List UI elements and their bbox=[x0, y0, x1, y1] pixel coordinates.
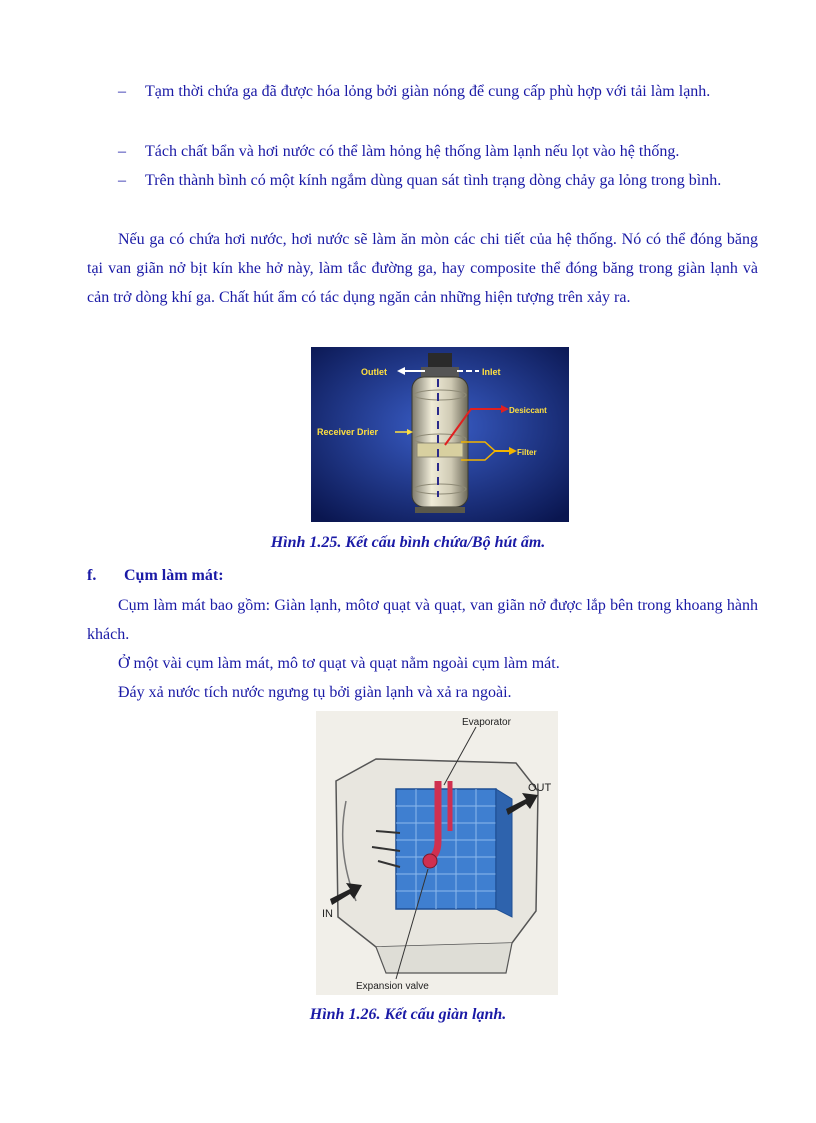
desiccant-bed bbox=[417, 443, 463, 457]
evaporator-label: Evaporator bbox=[462, 717, 511, 728]
bullet-item bbox=[118, 166, 758, 195]
evaporator-figure bbox=[316, 711, 558, 995]
bullet-text: Tạm thời chứa ga đã được hóa lỏng bởi giàn nóng để cung cấp phù hợp với tải làm lạnh. bbox=[145, 83, 711, 100]
receiver-drier-figure bbox=[311, 347, 569, 522]
in-label: IN bbox=[322, 908, 333, 920]
bullet-item bbox=[118, 137, 758, 166]
body-paragraph: Cụm làm mát bao gồm: Giàn lạnh, môtơ quạt và quạt, van giãn nở được lắp bên trong khoang hành khách. bbox=[87, 597, 758, 643]
drain-pan bbox=[376, 943, 512, 973]
body-line: Đáy xả nước tích nước ngưng tụ bởi giàn lạnh và xả ra ngoài. bbox=[118, 684, 512, 701]
bullet-marker: – bbox=[118, 83, 126, 100]
desiccant-label: Desiccant bbox=[509, 406, 547, 415]
bullet-text: Tách chất bẩn và hơi nước có thể làm hỏng hệ thống làm lạnh nếu lọt vào hệ thống. bbox=[145, 143, 680, 160]
receiver-drier-label: Receiver Drier bbox=[317, 427, 379, 437]
expansion-valve-label: Expansion valve bbox=[356, 981, 429, 992]
bullet-marker: – bbox=[118, 172, 126, 189]
inlet-label: Inlet bbox=[482, 367, 501, 377]
expansion-valve-body bbox=[423, 854, 437, 868]
figure-caption: Hình 1.25. Kết cấu bình chứa/Bộ hút ẩm. bbox=[270, 534, 546, 551]
section-letter: f. bbox=[87, 567, 97, 584]
bullet-item bbox=[118, 77, 758, 106]
filter-label: Filter bbox=[517, 448, 537, 457]
out-label: OUT bbox=[528, 782, 552, 794]
section-title: Cụm làm mát: bbox=[124, 567, 224, 584]
bullet-marker: – bbox=[118, 143, 126, 160]
body-paragraph: Nếu ga có chứa hơi nước, hơi nước sẽ làm ăn mòn các chi tiết của hệ thống. Nó có thể đóng băng tại van giãn nở bịt kín khe hở này, làm tắc đường ga, hay composite thể đóng băng trong giàn lạnh và cản trở dòng khí ga. Chất hút ẩm có tác dụng ngăn cản những hiện tượng trên xảy ra. bbox=[87, 231, 758, 306]
section-heading bbox=[87, 567, 224, 585]
bullet-text: Trên thành bình có một kính ngắm dùng quan sát tình trạng dòng chảy ga lỏng trong bình. bbox=[145, 172, 722, 189]
figure-caption: Hình 1.26. Kết cấu giàn lạnh. bbox=[309, 1006, 507, 1023]
outlet-label: Outlet bbox=[361, 367, 387, 377]
body-line: Ở một vài cụm làm mát, mô tơ quạt và quạt nằm ngoài cụm làm mát. bbox=[118, 655, 560, 672]
